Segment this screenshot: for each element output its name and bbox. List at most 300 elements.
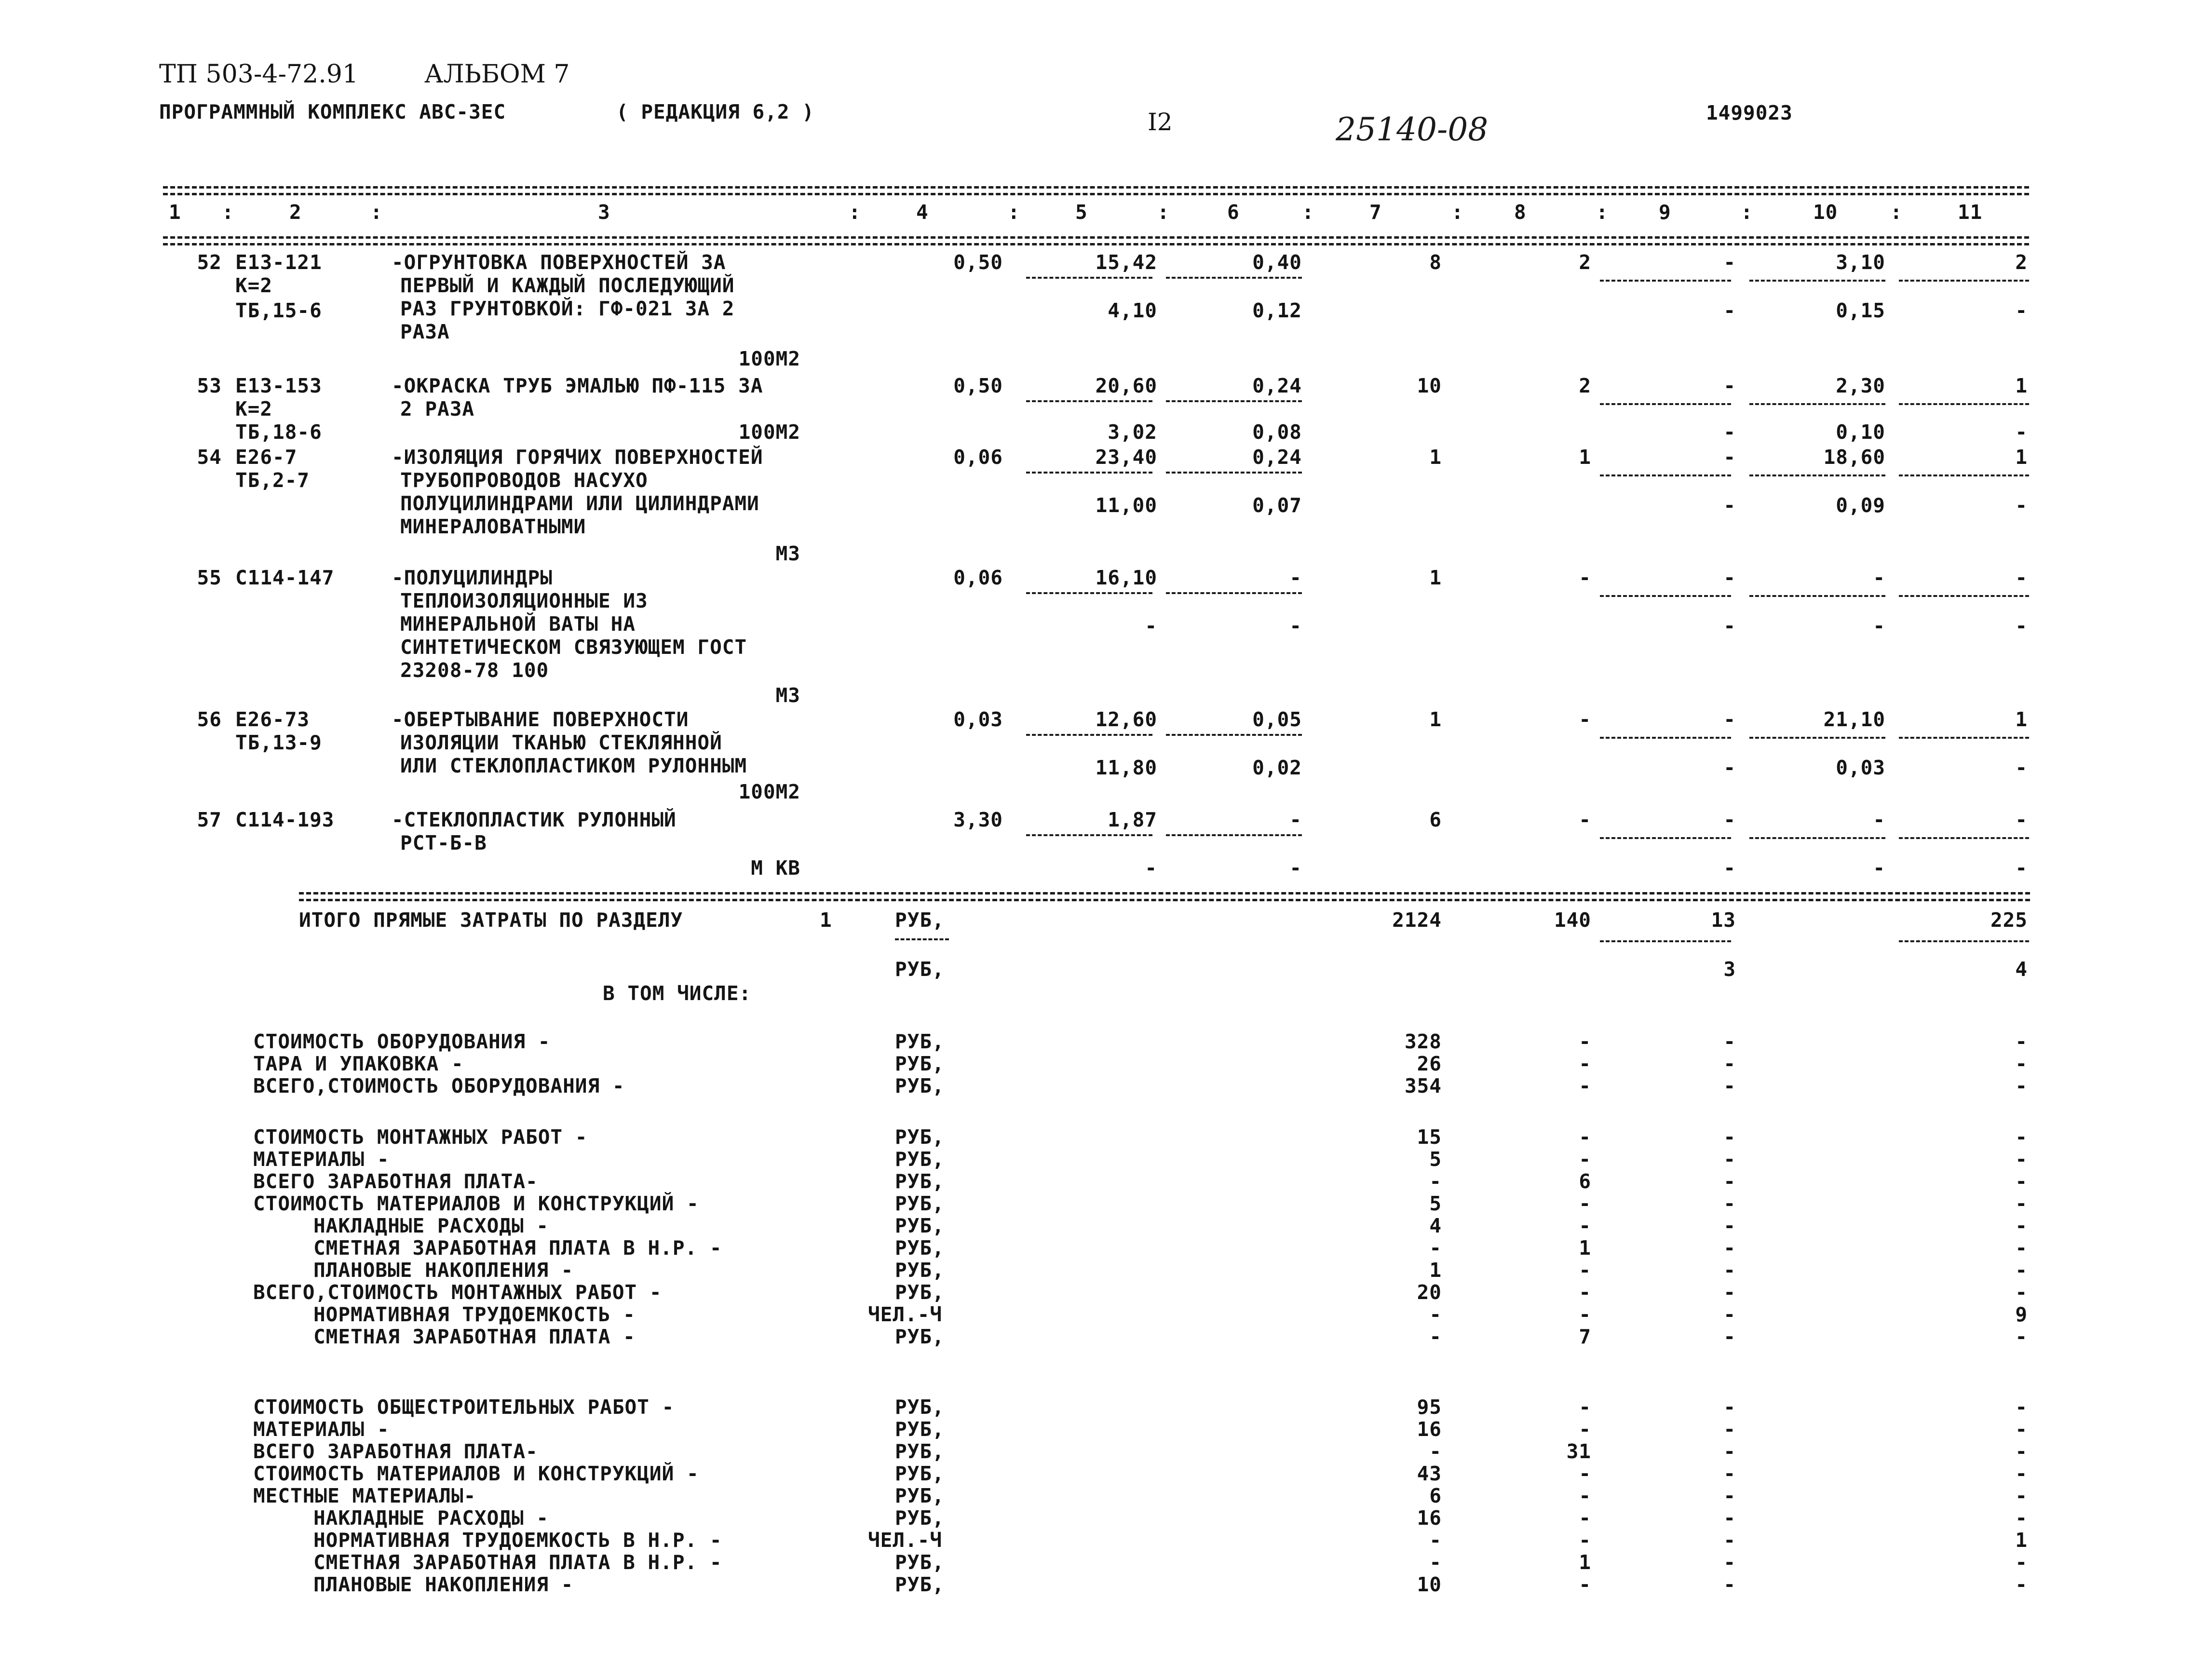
column-separator: :: [1157, 201, 1170, 224]
summary-label: ВСЕГО ЗАРАБОТНАЯ ПЛАТА-: [253, 1170, 538, 1193]
summary-unit: РУБ,: [895, 1551, 945, 1574]
program-name: ПРОГРАММНЫЙ КОМПЛЕКС АВС-3ЕС: [159, 100, 506, 123]
summary-unit: РУБ,: [895, 1192, 945, 1215]
summary-col11: -: [2015, 1395, 2028, 1419]
row-col9: -: [1723, 251, 1736, 274]
summary-col7: -: [1429, 1529, 1442, 1552]
row-col9: -: [1723, 446, 1736, 469]
row-unit: 100М2: [738, 347, 800, 370]
summary-col7: 5: [1429, 1192, 1442, 1215]
summary-col11: -: [2015, 1148, 2028, 1171]
total-unit-rule: [895, 938, 949, 940]
row-col11-second: -: [2015, 756, 2028, 779]
row-unit: 100М2: [738, 780, 800, 803]
summary-col9: -: [1723, 1030, 1736, 1053]
summary-unit: РУБ,: [895, 1074, 945, 1097]
summary-col11: -: [2015, 1462, 2028, 1485]
summary-col11: 1: [2015, 1529, 2028, 1552]
row-col6-rule: [1166, 472, 1302, 474]
row-col11-rule: [1899, 737, 2029, 739]
row-col6: -: [1289, 566, 1302, 589]
row-col9: -: [1723, 566, 1736, 589]
row-col10-second: 0,15: [1836, 299, 1885, 322]
edition: ( РЕДАКЦИЯ 6,2 ): [616, 100, 814, 123]
row-col6: 0,40: [1252, 251, 1302, 274]
summary-col8: 31: [1566, 1440, 1591, 1463]
summary-col8: -: [1579, 1529, 1591, 1552]
row-number: 55: [197, 566, 222, 589]
row-col6: -: [1289, 808, 1302, 831]
row-col10: 2,30: [1836, 374, 1885, 397]
row-col5-second: 4,10: [1108, 299, 1157, 322]
row-table-ref: TБ,13-9: [235, 731, 322, 754]
row-table-ref: TБ,15-6: [235, 299, 322, 322]
row-col10: 3,10: [1836, 251, 1885, 274]
row-col11: 1: [2015, 708, 2028, 731]
summary-col11: -: [2015, 1418, 2028, 1441]
row-col9-second: -: [1723, 420, 1736, 444]
row-col11-rule: [1899, 837, 2029, 839]
summary-col8: -: [1579, 1281, 1591, 1304]
total-col9-second: 3: [1723, 958, 1736, 981]
summary-col8: -: [1579, 1148, 1591, 1171]
summary-col7: 15: [1417, 1125, 1442, 1149]
summary-unit: РУБ,: [895, 1325, 945, 1348]
row-unit: М КВ: [751, 856, 800, 880]
summary-label: НОРМАТИВНАЯ ТРУДОЕМКОСТЬ -: [313, 1303, 636, 1326]
summary-col8: 7: [1579, 1325, 1591, 1348]
summary-label: ТАРА И УПАКОВКА -: [253, 1052, 464, 1075]
row-description-line: ТЕПЛОИЗОЛЯЦИОННЫЕ ИЗ: [400, 589, 648, 612]
row-unit: М3: [775, 684, 800, 707]
row-col5: 16,10: [1095, 566, 1157, 589]
summary-col7: 26: [1417, 1052, 1442, 1075]
row-col10-rule: [1749, 474, 1885, 476]
summary-label: СТОИМОСТЬ ОБОРУДОВАНИЯ -: [253, 1030, 551, 1053]
summary-label: ВСЕГО,СТОИМОСТЬ ОБОРУДОВАНИЯ -: [253, 1074, 625, 1097]
row-description-line: 2 РАЗА: [400, 397, 475, 420]
row-col9-second: -: [1723, 299, 1736, 322]
summary-label: ПЛАНОВЫЕ НАКОПЛЕНИЯ -: [313, 1573, 574, 1596]
row-col4: 0,50: [953, 374, 1003, 397]
table-head-rule-2: [163, 243, 2029, 245]
row-description-line: 23208-78 100: [400, 659, 549, 682]
row-table-ref: TБ,2-7: [235, 469, 310, 492]
row-col9-rule: [1600, 737, 1731, 739]
summary-col8: 1: [1579, 1551, 1591, 1574]
summary-col11: -: [2015, 1573, 2028, 1596]
column-separator: :: [1451, 201, 1464, 224]
row-code: E26-73: [235, 708, 310, 731]
summary-col9: -: [1723, 1052, 1736, 1075]
summary-col9: -: [1723, 1573, 1736, 1596]
row-col6-second: -: [1289, 614, 1302, 637]
summary-col7: -: [1429, 1551, 1442, 1574]
summary-unit: РУБ,: [895, 1506, 945, 1530]
summary-col9: -: [1723, 1236, 1736, 1260]
row-coefficient: K=2: [235, 274, 273, 297]
album-code: ТП 503-4-72.91: [159, 60, 358, 89]
summary-col11: -: [2015, 1214, 2028, 1237]
summary-col11: -: [2015, 1030, 2028, 1053]
summary-col7: 1: [1429, 1259, 1442, 1282]
summary-col8: -: [1579, 1192, 1591, 1215]
row-col6-rule: [1166, 834, 1302, 836]
summary-col8: -: [1579, 1214, 1591, 1237]
summary-col11: -: [2015, 1325, 2028, 1348]
row-col5: 1,87: [1108, 808, 1157, 831]
row-description-line: РСТ-Б-В: [400, 831, 487, 854]
summary-col9: -: [1723, 1148, 1736, 1171]
summary-col9: -: [1723, 1418, 1736, 1441]
column-number-7: 7: [1369, 201, 1382, 224]
total-rule: [299, 892, 2030, 894]
summary-col7: -: [1429, 1170, 1442, 1193]
column-separator: :: [1008, 201, 1020, 224]
total-unit: РУБ,: [895, 908, 945, 932]
summary-col11: 9: [2015, 1303, 2028, 1326]
summary-col9: -: [1723, 1281, 1736, 1304]
row-col5-rule: [1026, 472, 1152, 474]
total-label: ИТОГО ПРЯМЫЕ ЗАТРАТЫ ПО РАЗДЕЛУ: [299, 908, 683, 932]
summary-label: ПЛАНОВЫЕ НАКОПЛЕНИЯ -: [313, 1259, 574, 1282]
row-col9: -: [1723, 708, 1736, 731]
summary-unit: РУБ,: [895, 1462, 945, 1485]
summary-col11: -: [2015, 1551, 2028, 1574]
summary-col11: -: [2015, 1052, 2028, 1075]
document-number: 1499023: [1706, 101, 1793, 124]
row-col10: 21,10: [1823, 708, 1885, 731]
summary-col7: -: [1429, 1440, 1442, 1463]
column-separator: :: [1890, 201, 1903, 224]
row-description-line: МИНЕРАЛЬНОЙ ВАТЫ НА: [400, 612, 636, 636]
row-description-line: РАЗ ГРУНТОВКОЙ: ГФ-021 ЗА 2: [400, 297, 735, 320]
summary-unit: РУБ,: [895, 1484, 945, 1507]
summary-col9: -: [1723, 1325, 1736, 1348]
table-head-rule: [163, 236, 2029, 239]
summary-col8: 1: [1579, 1236, 1591, 1260]
row-code: E13-121: [235, 251, 322, 274]
row-col11-rule: [1899, 403, 2029, 405]
row-description-line: ПЕРВЫЙ И КАЖДЫЙ ПОСЛЕДУЮЩИЙ: [400, 274, 735, 297]
row-col4: 0,06: [953, 446, 1003, 469]
row-code: C114-147: [235, 566, 335, 589]
row-col10: -: [1873, 808, 1885, 831]
row-col5: 20,60: [1095, 374, 1157, 397]
row-number: 54: [197, 446, 222, 469]
summary-label: СМЕТНАЯ ЗАРАБОТНАЯ ПЛАТА В Н.Р. -: [313, 1551, 722, 1574]
total-unit-2: РУБ,: [895, 958, 945, 981]
total-col11: 225: [1990, 908, 2028, 932]
summary-col11: -: [2015, 1170, 2028, 1193]
summary-col9: -: [1723, 1551, 1736, 1574]
column-number-3: 3: [598, 201, 610, 224]
total-col8: 140: [1554, 908, 1591, 932]
summary-unit: РУБ,: [895, 1030, 945, 1053]
including-label: В ТОМ ЧИСЛЕ:: [603, 982, 752, 1005]
row-col6-rule: [1166, 592, 1302, 594]
summary-col7: 20: [1417, 1281, 1442, 1304]
summary-label: МЕСТНЫЕ МАТЕРИАЛЫ-: [253, 1484, 476, 1507]
row-col9-second: -: [1723, 614, 1736, 637]
row-col8: 2: [1579, 251, 1591, 274]
summary-unit: РУБ,: [895, 1214, 945, 1237]
summary-col9: -: [1723, 1170, 1736, 1193]
summary-label: СТОИМОСТЬ МАТЕРИАЛОВ И КОНСТРУКЦИЙ -: [253, 1462, 699, 1485]
summary-col11: -: [2015, 1281, 2028, 1304]
row-code: C114-193: [235, 808, 335, 831]
row-col6-second: 0,08: [1252, 420, 1302, 444]
row-unit: М3: [775, 542, 800, 565]
row-col6-second: -: [1289, 856, 1302, 880]
row-col9-second: -: [1723, 856, 1736, 880]
album-label: АЛЬБОМ 7: [424, 60, 570, 89]
row-unit: 100М2: [738, 420, 800, 444]
summary-col8: -: [1579, 1462, 1591, 1485]
summary-col11: -: [2015, 1074, 2028, 1097]
column-separator: :: [849, 201, 861, 224]
row-col9-rule: [1600, 837, 1731, 839]
summary-col8: -: [1579, 1074, 1591, 1097]
summary-col11: -: [2015, 1236, 2028, 1260]
row-col6-rule: [1166, 277, 1302, 279]
row-col9-second: -: [1723, 756, 1736, 779]
row-col5: 23,40: [1095, 446, 1157, 469]
summary-col9: -: [1723, 1125, 1736, 1149]
row-col10-second: 0,10: [1836, 420, 1885, 444]
summary-label: СТОИМОСТЬ МОНТАЖНЫХ РАБОТ -: [253, 1125, 588, 1149]
summary-unit: РУБ,: [895, 1418, 945, 1441]
summary-col11: -: [2015, 1440, 2028, 1463]
column-separator: :: [222, 201, 234, 224]
summary-col9: -: [1723, 1529, 1736, 1552]
summary-col11: -: [2015, 1484, 2028, 1507]
column-separator: :: [1596, 201, 1609, 224]
summary-col8: -: [1579, 1259, 1591, 1282]
summary-label: НОРМАТИВНАЯ ТРУДОЕМКОСТЬ В Н.Р. -: [313, 1529, 722, 1552]
summary-col11: -: [2015, 1192, 2028, 1215]
row-col5-second: 11,00: [1095, 494, 1157, 517]
row-description-line: -ОБЕРТЫВАНИЕ ПОВЕРХНОСТИ: [392, 708, 689, 731]
total-rule-2: [299, 899, 2030, 901]
summary-col7: 16: [1417, 1506, 1442, 1530]
row-col6-rule: [1166, 734, 1302, 736]
summary-col8: -: [1579, 1418, 1591, 1441]
row-col5-rule: [1026, 277, 1152, 279]
row-col10: 18,60: [1823, 446, 1885, 469]
row-col5-rule: [1026, 592, 1152, 594]
row-col10-rule: [1749, 737, 1885, 739]
total-col11-second: 4: [2015, 958, 2028, 981]
column-number-5: 5: [1075, 201, 1088, 224]
row-col8: -: [1579, 708, 1591, 731]
summary-col8: -: [1579, 1506, 1591, 1530]
summary-col7: 95: [1417, 1395, 1442, 1419]
summary-col8: -: [1579, 1484, 1591, 1507]
row-col7: 1: [1429, 566, 1442, 589]
summary-unit: РУБ,: [895, 1281, 945, 1304]
column-separator: :: [1741, 201, 1753, 224]
column-number-4: 4: [916, 201, 929, 224]
summary-col7: -: [1429, 1236, 1442, 1260]
row-col9: -: [1723, 808, 1736, 831]
row-col5-second: 11,80: [1095, 756, 1157, 779]
row-col10-rule: [1749, 280, 1885, 282]
summary-unit: ЧЕЛ.-Ч: [868, 1303, 943, 1326]
summary-unit: РУБ,: [895, 1170, 945, 1193]
row-code: E13-153: [235, 374, 322, 397]
summary-col7: 354: [1404, 1074, 1442, 1097]
row-table-ref: TБ,18-6: [235, 420, 322, 444]
row-col8: -: [1579, 808, 1591, 831]
summary-label: СМЕТНАЯ ЗАРАБОТНАЯ ПЛАТА -: [313, 1325, 636, 1348]
row-col10-second: 0,03: [1836, 756, 1885, 779]
row-col10-rule: [1749, 403, 1885, 405]
row-col6: 0,05: [1252, 708, 1302, 731]
row-col11-rule: [1899, 595, 2029, 597]
summary-unit: РУБ,: [895, 1148, 945, 1171]
summary-unit: РУБ,: [895, 1573, 945, 1596]
summary-label: НАКЛАДНЫЕ РАСХОДЫ -: [313, 1214, 549, 1237]
row-col11: -: [2015, 566, 2028, 589]
summary-unit: ЧЕЛ.-Ч: [868, 1529, 943, 1552]
column-number-10: 10: [1813, 201, 1838, 224]
summary-col7: 4: [1429, 1214, 1442, 1237]
summary-label: СТОИМОСТЬ МАТЕРИАЛОВ И КОНСТРУКЦИЙ -: [253, 1192, 699, 1215]
row-description-line: -ИЗОЛЯЦИЯ ГОРЯЧИХ ПОВЕРХНОСТЕЙ: [392, 446, 763, 469]
row-col10-second: -: [1873, 856, 1885, 880]
row-col11-second: -: [2015, 494, 2028, 517]
summary-col8: -: [1579, 1395, 1591, 1419]
summary-label: СТОИМОСТЬ ОБЩЕСТРОИТЕЛЬНЫХ РАБОТ -: [253, 1395, 675, 1419]
row-col5-second: -: [1145, 856, 1157, 880]
summary-label: ВСЕГО,СТОИМОСТЬ МОНТАЖНЫХ РАБОТ -: [253, 1281, 662, 1304]
row-col7: 6: [1429, 808, 1442, 831]
summary-col11: -: [2015, 1259, 2028, 1282]
summary-col11: -: [2015, 1506, 2028, 1530]
row-code: E26-7: [235, 446, 298, 469]
column-number-2: 2: [289, 201, 302, 224]
row-col6: 0,24: [1252, 374, 1302, 397]
table-top-rule-2: [163, 193, 2029, 195]
row-col6-second: 0,07: [1252, 494, 1302, 517]
summary-col8: -: [1579, 1125, 1591, 1149]
column-number-11: 11: [1958, 201, 1983, 224]
summary-label: СМЕТНАЯ ЗАРАБОТНАЯ ПЛАТА В Н.Р. -: [313, 1236, 722, 1260]
summary-col9: -: [1723, 1192, 1736, 1215]
summary-col9: -: [1723, 1074, 1736, 1097]
summary-col9: -: [1723, 1506, 1736, 1530]
row-col9-rule: [1600, 403, 1731, 405]
column-number-1: 1: [169, 201, 181, 224]
row-col9-rule: [1600, 280, 1731, 282]
row-col5: 15,42: [1095, 251, 1157, 274]
row-col6: 0,24: [1252, 446, 1302, 469]
page-number: I2: [1148, 108, 1173, 136]
column-number-6: 6: [1227, 201, 1240, 224]
row-col9-rule: [1600, 595, 1731, 597]
summary-col8: -: [1579, 1303, 1591, 1326]
summary-col9: -: [1723, 1214, 1736, 1237]
row-description-line: -ПОЛУЦИЛИНДРЫ: [392, 566, 553, 589]
handwritten-code: 25140-08: [1336, 111, 1489, 148]
row-col8: 2: [1579, 374, 1591, 397]
total-col11-rule: [1899, 940, 2029, 942]
row-col5-rule: [1026, 400, 1152, 402]
summary-col9: -: [1723, 1395, 1736, 1419]
summary-col8: -: [1579, 1052, 1591, 1075]
summary-label: МАТЕРИАЛЫ -: [253, 1418, 390, 1441]
summary-col8: -: [1579, 1030, 1591, 1053]
summary-col8: -: [1579, 1573, 1591, 1596]
row-col8: 1: [1579, 446, 1591, 469]
row-col5-second: -: [1145, 614, 1157, 637]
row-description-line: -ОКРАСКА ТРУБ ЭМАЛЬЮ ПФ-115 ЗА: [392, 374, 763, 397]
row-coefficient: K=2: [235, 397, 273, 420]
row-col11-second: -: [2015, 299, 2028, 322]
row-col11-second: -: [2015, 856, 2028, 880]
row-col10-second: -: [1873, 614, 1885, 637]
row-col6-second: 0,12: [1252, 299, 1302, 322]
row-description-line: -СТЕКЛОПЛАСТИК РУЛОННЫЙ: [392, 808, 677, 831]
row-col11-second: -: [2015, 614, 2028, 637]
summary-col9: -: [1723, 1440, 1736, 1463]
row-col11-rule: [1899, 280, 2029, 282]
summary-col9: -: [1723, 1259, 1736, 1282]
row-col4: 3,30: [953, 808, 1003, 831]
row-description-line: ТРУБОПРОВОДОВ НАСУХО: [400, 469, 648, 492]
column-separator: :: [1302, 201, 1314, 224]
row-col5-second: 3,02: [1108, 420, 1157, 444]
row-col4: 0,06: [953, 566, 1003, 589]
table-top-rule: [163, 186, 2029, 189]
summary-unit: РУБ,: [895, 1236, 945, 1260]
summary-unit: РУБ,: [895, 1125, 945, 1149]
column-number-9: 9: [1659, 201, 1671, 224]
row-col5-rule: [1026, 734, 1152, 736]
summary-col7: 10: [1417, 1573, 1442, 1596]
row-number: 52: [197, 251, 222, 274]
row-col5-rule: [1026, 834, 1152, 836]
summary-label: ВСЕГО ЗАРАБОТНАЯ ПЛАТА-: [253, 1440, 538, 1463]
row-col10-rule: [1749, 595, 1885, 597]
summary-col7: 5: [1429, 1148, 1442, 1171]
column-number-8: 8: [1514, 201, 1527, 224]
row-col4: 0,50: [953, 251, 1003, 274]
row-col7: 8: [1429, 251, 1442, 274]
row-col11: 2: [2015, 251, 2028, 274]
row-col11-rule: [1899, 474, 2029, 476]
row-col11: -: [2015, 808, 2028, 831]
summary-unit: РУБ,: [895, 1440, 945, 1463]
total-col9: 13: [1711, 908, 1736, 932]
row-col10-rule: [1749, 837, 1885, 839]
summary-col7: -: [1429, 1325, 1442, 1348]
row-description-line: СИНТЕТИЧЕСКОМ СВЯЗУЮЩЕМ ГОСТ: [400, 636, 747, 659]
row-col11: 1: [2015, 446, 2028, 469]
row-description-line: МИНЕРАЛОВАТНЫМИ: [400, 515, 586, 538]
row-col11-second: -: [2015, 420, 2028, 444]
row-col11: 1: [2015, 374, 2028, 397]
row-description-line: РАЗА: [400, 320, 450, 343]
row-col5: 12,60: [1095, 708, 1157, 731]
summary-col7: 6: [1429, 1484, 1442, 1507]
row-col9: -: [1723, 374, 1736, 397]
row-col10: -: [1873, 566, 1885, 589]
summary-col7: 16: [1417, 1418, 1442, 1441]
row-description-line: ИЛИ СТЕКЛОПЛАСТИКОМ РУЛОННЫМ: [400, 754, 747, 777]
total-col9-rule: [1600, 940, 1731, 942]
